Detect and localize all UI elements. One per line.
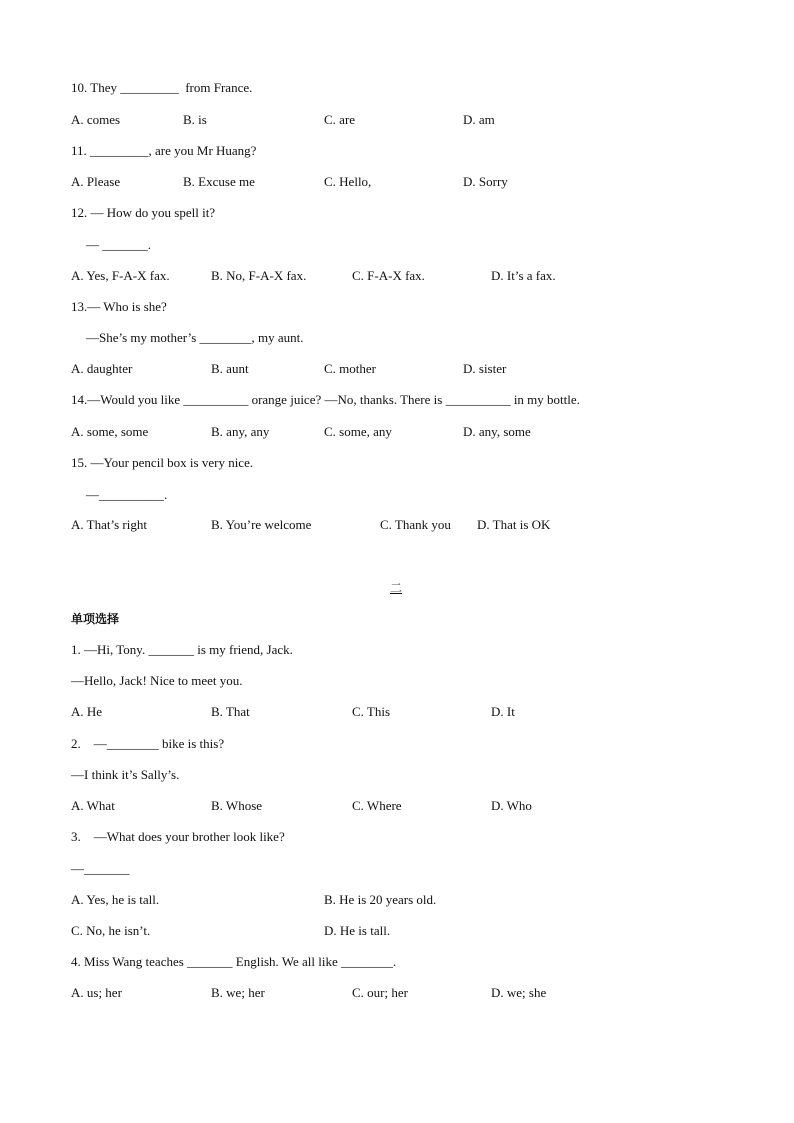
section2-question-2-option-c[interactable]: C. Where [352, 798, 402, 813]
section2-question-1-answer-line: —Hello, Jack! Nice to meet you. [71, 673, 243, 688]
question-11-option-a[interactable]: A. Please [71, 174, 121, 189]
question-14-stem: 14.—Would you like __________ orange juice? —No, thanks. There is __________ in my bottle. [71, 392, 580, 407]
section-subheading: 单项选择 [71, 612, 120, 626]
question-14-option-b[interactable]: B. any, any [211, 424, 270, 439]
question-14-option-a[interactable]: A. some, some [71, 424, 149, 439]
question-10-option-b[interactable]: B. is [183, 112, 207, 127]
question-11-stem: 11. _________, are you Mr Huang? [71, 143, 257, 158]
question-12-option-c[interactable]: C. F-A-X fax. [352, 268, 425, 283]
question-13-option-a[interactable]: A. daughter [71, 361, 133, 376]
section2-question-4-option-a[interactable]: A. us; her [71, 985, 122, 1000]
section2-question-3-stem: 3. —What does your brother look like? [71, 829, 285, 844]
question-12-option-b[interactable]: B. No, F-A-X fax. [211, 268, 307, 283]
question-13-option-b[interactable]: B. aunt [211, 361, 249, 376]
question-15-option-a[interactable]: A. That’s right [71, 517, 147, 532]
question-13-option-d[interactable]: D. sister [463, 361, 507, 376]
section2-question-4-option-d[interactable]: D. we; she [491, 985, 547, 1000]
section2-question-4-stem: 4. Miss Wang teaches _______ English. We all like ________. [71, 954, 397, 969]
section2-question-2-stem: 2. —________ bike is this? [71, 736, 225, 751]
question-12-answer-line: — _______. [86, 237, 151, 252]
question-13-option-c[interactable]: C. mother [324, 361, 376, 376]
question-12-stem: 12. — How do you spell it? [71, 205, 216, 220]
section2-question-3-option-c[interactable]: C. No, he isn’t. [71, 923, 151, 938]
question-15-answer-line: —__________. [86, 487, 168, 502]
question-14-option-c[interactable]: C. some, any [324, 424, 392, 439]
section2-question-1-option-a[interactable]: A. He [71, 704, 103, 719]
section2-question-3-option-a[interactable]: A. Yes, he is tall. [71, 892, 160, 907]
question-15-option-c[interactable]: C. Thank you [380, 517, 451, 532]
question-11-option-b[interactable]: B. Excuse me [183, 174, 255, 189]
question-11-option-d[interactable]: D. Sorry [463, 174, 508, 189]
section2-question-3-option-b[interactable]: B. He is 20 years old. [324, 892, 437, 907]
section2-question-1-option-b[interactable]: B. That [211, 704, 250, 719]
question-10-option-c[interactable]: C. are [324, 112, 356, 127]
question-12-option-d[interactable]: D. It’s a fax. [491, 268, 556, 283]
question-11-option-c[interactable]: C. Hello, [324, 174, 372, 189]
section2-question-2-option-a[interactable]: A. What [71, 798, 115, 813]
section2-question-4-option-c[interactable]: C. our; her [352, 985, 408, 1000]
question-13-answer-line: —She’s my mother’s ________, my aunt. [86, 330, 304, 345]
section2-question-2-option-b[interactable]: B. Whose [211, 798, 263, 813]
section2-question-2-option-d[interactable]: D. Who [491, 798, 532, 813]
question-10-option-d[interactable]: D. am [463, 112, 495, 127]
section2-question-1-option-c[interactable]: C. This [352, 704, 391, 719]
question-15-option-d[interactable]: D. That is OK [477, 517, 551, 532]
question-10-option-a[interactable]: A. comes [71, 112, 121, 127]
section2-question-1-stem: 1. —Hi, Tony. _______ is my friend, Jack. [71, 642, 293, 657]
section2-question-4-option-b[interactable]: B. we; her [211, 985, 265, 1000]
question-12-option-a[interactable]: A. Yes, F-A-X fax. [71, 268, 170, 283]
section2-question-3-answer-line: —_______ [71, 861, 130, 876]
section2-question-1-option-d[interactable]: D. It [491, 704, 515, 719]
section-heading: 二 [390, 581, 403, 595]
question-15-option-b[interactable]: B. You’re welcome [211, 517, 312, 532]
question-10-stem: 10. They _________ from France. [71, 80, 253, 95]
question-13-stem: 13.— Who is she? [71, 299, 167, 314]
section2-question-3-option-d[interactable]: D. He is tall. [324, 923, 391, 938]
question-15-stem: 15. —Your pencil box is very nice. [71, 455, 254, 470]
section2-question-2-answer-line: —I think it’s Sally’s. [71, 767, 180, 782]
question-14-option-d[interactable]: D. any, some [463, 424, 531, 439]
